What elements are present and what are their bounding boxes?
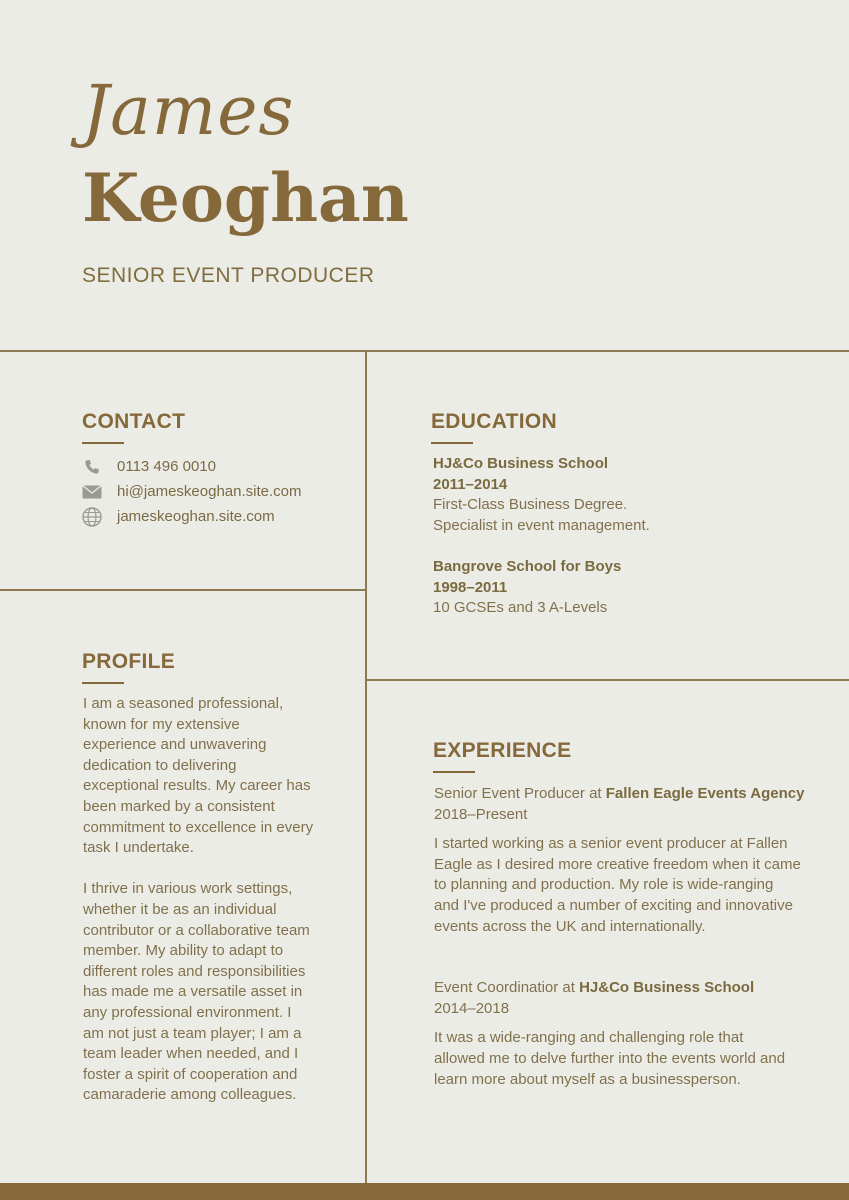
mail-icon — [82, 483, 102, 501]
text-line: task I undertake. — [83, 839, 194, 857]
education-heading: EDUCATION — [431, 410, 557, 433]
education-detail: 10 GCSEs and 3 A-Levels — [433, 599, 608, 617]
contact-email-row — [82, 479, 352, 504]
education-detail: Specialist in event management. — [433, 516, 650, 534]
text-line: camaraderie among colleagues. — [83, 1086, 297, 1104]
education-school: Bangrove School for Boys — [433, 557, 622, 575]
contact-email[interactable]: hi@jameskeoghan.site.com — [117, 483, 302, 500]
text-line: dedication to delivering — [83, 756, 237, 774]
experience-heading: EXPERIENCE — [433, 739, 572, 762]
education-detail: First-Class Business Degree. — [433, 496, 628, 514]
education-item — [433, 557, 821, 619]
education-years: 1998–2011 — [433, 578, 508, 596]
text-line: allowed me to delve further into the events world and — [434, 1049, 786, 1067]
experience-description — [434, 1028, 833, 1090]
text-line: I started working as a senior event producer at Fallen — [434, 835, 788, 853]
experience-role-line — [434, 978, 833, 999]
text-line: am not just a team player; I am a — [83, 1024, 302, 1042]
contact-website-row — [82, 504, 352, 529]
text-line: different roles and responsibilities — [83, 962, 306, 980]
text-line: learn more about myself as a businessperson. — [434, 1070, 741, 1088]
text-line: experience and unwavering — [83, 736, 267, 754]
profile-paragraph-2 — [83, 879, 352, 1106]
experience-company: HJ&Co Business School — [579, 979, 755, 997]
text-line: exceptional results. My career has — [83, 777, 311, 795]
experience-years: 2014–2018 — [434, 999, 510, 1017]
education-years: 2011–2014 — [433, 475, 508, 493]
globe-icon — [82, 508, 102, 526]
education-section — [431, 410, 821, 619]
job-title: SENIOR EVENT PRODUCER — [82, 264, 375, 287]
experience-years: 2018–Present — [434, 805, 528, 823]
text-line: I am a seasoned professional, — [83, 695, 284, 712]
text-line: member. My ability to adapt to — [83, 942, 284, 960]
experience-role: Event Coordinatior at — [434, 979, 580, 997]
contact-underline — [82, 442, 124, 444]
phone-icon — [82, 458, 102, 476]
text-line: whether it be as an individual — [83, 900, 277, 918]
text-line: I thrive in various work settings, — [83, 880, 293, 898]
experience-description — [434, 834, 833, 937]
contact-section — [82, 410, 352, 529]
divider-top — [0, 350, 849, 352]
education-item — [433, 454, 821, 536]
profile-underline — [82, 682, 124, 684]
text-line: and I've produced a number of exciting and innovative — [434, 896, 793, 914]
divider-right-middle — [366, 679, 849, 681]
text-line: to planning and production. My role is wide-ranging — [434, 876, 774, 894]
divider-left-middle — [0, 589, 366, 591]
text-line: team leader when needed, and I — [83, 1045, 299, 1063]
divider-vertical — [365, 350, 367, 1183]
experience-item — [434, 784, 833, 937]
text-line: has made me a versatile asset in — [83, 983, 303, 1001]
text-line: contributor or a collaborative team — [83, 921, 310, 939]
text-line: Eagle as I desired more creative freedom when it came — [434, 855, 801, 873]
profile-paragraph-1 — [83, 694, 352, 859]
experience-underline — [433, 771, 475, 773]
footer-bar — [0, 1183, 849, 1200]
text-line: any professional environment. I — [83, 1003, 292, 1021]
education-underline — [431, 442, 473, 444]
last-name: Keoghan — [82, 159, 409, 237]
text-line: events across the UK and internationally. — [434, 917, 706, 935]
text-line: been marked by a consistent — [83, 797, 275, 815]
text-line: commitment to excellence in every — [83, 818, 314, 836]
profile-heading: PROFILE — [82, 650, 176, 673]
experience-company: Fallen Eagle Events Agency — [605, 785, 805, 802]
text-line: It was a wide-ranging and challenging role that — [434, 1029, 744, 1047]
experience-role: Senior Event Producer at — [434, 785, 606, 802]
education-school: HJ&Co Business School — [433, 455, 609, 472]
text-line: foster a spirit of cooperation and — [83, 1065, 298, 1083]
text-line: known for my extensive — [83, 715, 240, 733]
experience-role-line — [434, 784, 833, 805]
contact-phone-row — [82, 454, 352, 479]
contact-heading: CONTACT — [82, 410, 186, 433]
profile-section — [82, 650, 352, 1106]
contact-website[interactable]: jameskeoghan.site.com — [117, 508, 275, 525]
first-name: James — [82, 72, 295, 151]
experience-section — [433, 739, 833, 1090]
contact-phone[interactable]: 0113 496 0010 — [117, 458, 216, 475]
experience-item — [434, 978, 833, 1090]
